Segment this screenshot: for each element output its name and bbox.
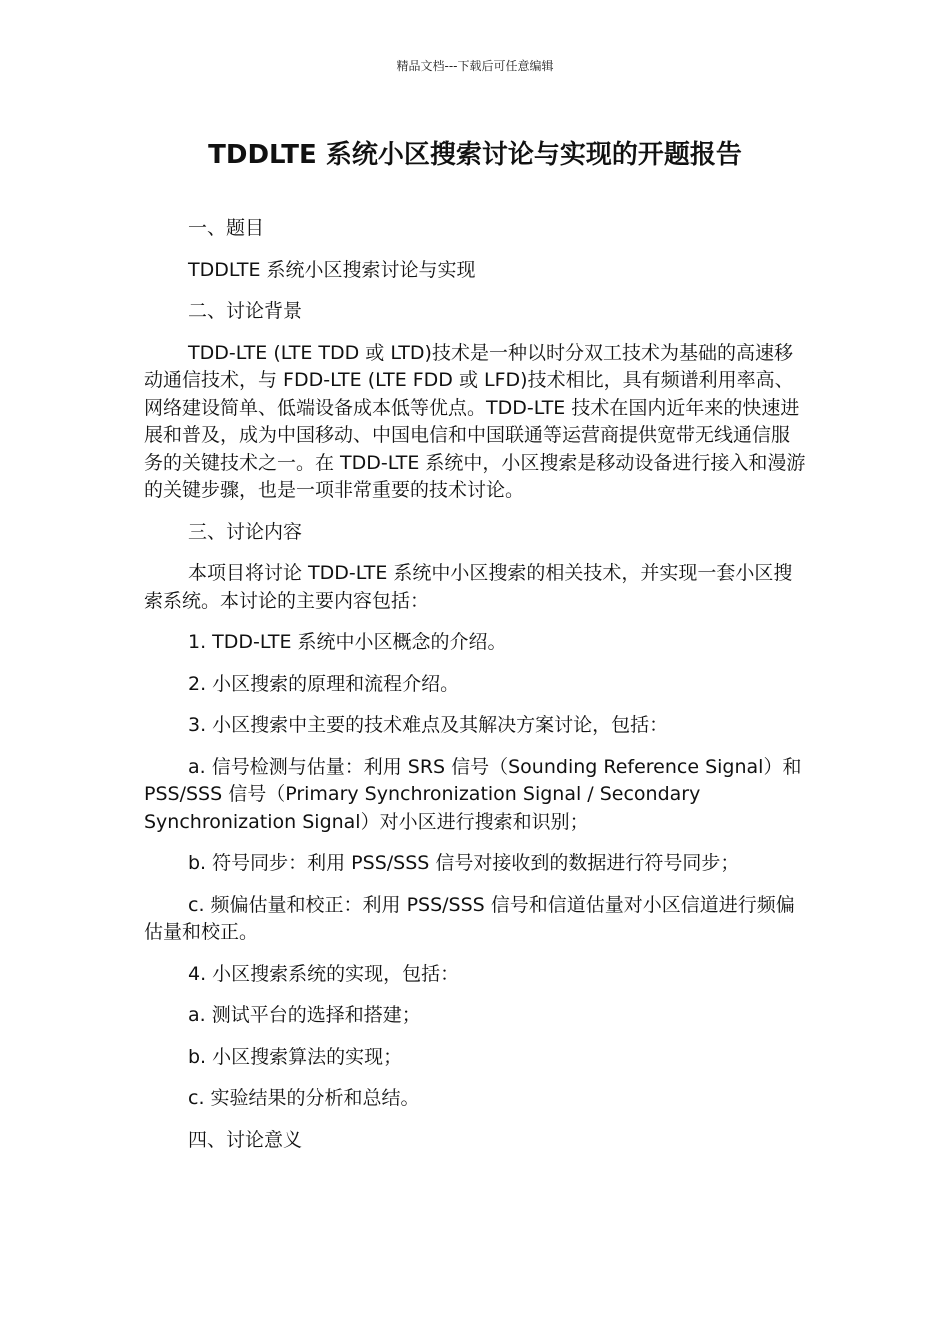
list-item-4: 4. 小区搜索系统的实现，包括： — [188, 962, 460, 985]
list-item-4c: c. 实验结果的分析和总结。 — [188, 1087, 420, 1109]
page-header: 精品文档---下载后可任意编辑 — [396, 59, 554, 73]
section-heading-background: 二、讨论背景 — [188, 300, 303, 322]
list-item-1: 1. TDD-LTE 系统中小区概念的介绍。 — [188, 631, 507, 653]
list-item-3c: c. 频偏估量和校正：利用 PSS/SSS 信号和信道估量对小区信道进行频偏估量和校正。 — [144, 893, 795, 943]
topic-text: TDDLTE 系统小区搜索讨论与实现 — [188, 258, 476, 281]
section-heading-content: 三、讨论内容 — [188, 520, 303, 543]
section-heading-significance: 四、讨论意义 — [188, 1128, 303, 1151]
document-body — [144, 215, 808, 1154]
list-item-4b: b. 小区搜索算法的实现； — [188, 1045, 403, 1068]
content-intro-paragraph: 本项目将讨论 TDD-LTE 系统中小区搜索的相关技术，并实现一套小区搜索系统。本讨论的主要内容包括： — [144, 562, 793, 612]
document-title: TDDLTE 系统小区搜索讨论与实现的开题报告 — [208, 140, 742, 170]
list-item-3: 3. 小区搜索中主要的技术难点及其解决方案讨论，包括： — [188, 714, 669, 736]
section-heading-topic: 一、题目 — [188, 217, 265, 239]
list-item-3b: b. 符号同步：利用 PSS/SSS 信号对接收到的数据进行符号同步； — [188, 852, 740, 874]
list-item-2: 2. 小区搜索的原理和流程介绍。 — [188, 672, 460, 695]
list-item-4a: a. 测试平台的选择和搭建； — [188, 1004, 421, 1026]
list-item-3a: a. 信号检测与估量：利用 SRS 信号（Sounding Reference Signal）和 PSS/SSS 信号（Primary Synchronization Signal / Secondary Synchronization Signal）对小区进行搜索和识别； — [144, 755, 802, 833]
background-paragraph: TDD-LTE (LTE TDD 或 LTD)技术是一种以时分双工技术为基础的高速移动通信技术，与 FDD-LTE (LTE FDD 或 LFD)技术相比，具有频谱利用率高、网络建设简单、低端设备成本低等优点。TDD-LTE 技术在国内近年来的快速进展和普及，成为中国移动、中国电信和中国联通等运营商提供宽带无线通信服务的关键技术之一。在 TDD-LTE 系统中，小区搜索是移动设备进行接入和漫游的关键步骤，也是一项非常重要的技术讨论。 — [144, 341, 806, 501]
